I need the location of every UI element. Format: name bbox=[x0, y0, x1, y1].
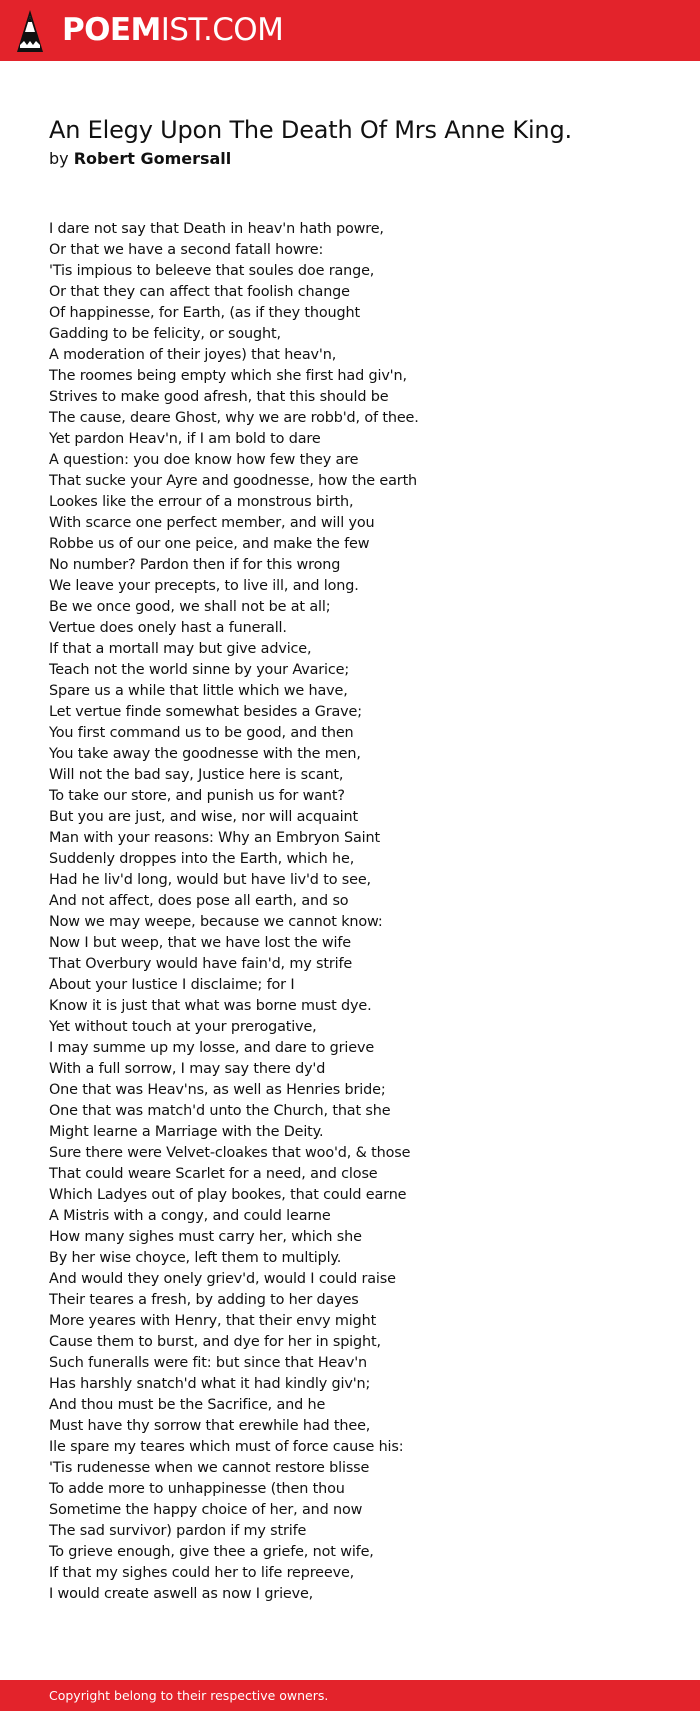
poem-line: If that a mortall may but give advice, bbox=[49, 641, 312, 657]
poem-line: Yet without touch at your prerogative, bbox=[49, 1019, 317, 1035]
poem-line: That sucke your Ayre and goodnesse, how the earth bbox=[49, 473, 418, 489]
poem-line: Sure there were Velvet-cloakes that woo'd, & those bbox=[49, 1145, 411, 1161]
poem-line: That could weare Scarlet for a need, and close bbox=[49, 1166, 378, 1182]
poem-line: Let vertue finde somewhat besides a Grave; bbox=[49, 704, 362, 720]
logo-text-light: IST.COM bbox=[160, 12, 284, 48]
poem-line: We leave your precepts, to live ill, and long. bbox=[49, 578, 359, 594]
poem-line: One that was match'd unto the Church, that she bbox=[49, 1103, 391, 1119]
poem-line: Or that they can affect that foolish change bbox=[49, 284, 350, 300]
poem-line: And thou must be the Sacrifice, and he bbox=[49, 1397, 326, 1413]
poem-line: One that was Heav'ns, as well as Henries bride; bbox=[49, 1082, 386, 1098]
poem-line: You first command us to be good, and then bbox=[49, 725, 354, 741]
poem-line: Know it is just that what was borne must dye. bbox=[49, 998, 372, 1014]
poem-line: Gadding to be felicity, or sought, bbox=[49, 326, 281, 342]
poem-line: The roomes being empty which she first had giv'n, bbox=[49, 368, 407, 384]
poem-line: If that my sighes could her to life repreeve, bbox=[49, 1565, 355, 1581]
site-logo[interactable] bbox=[62, 11, 283, 49]
poem-line: Sometime the happy choice of her, and now bbox=[49, 1502, 363, 1518]
poem-line: Be we once good, we shall not be at all; bbox=[49, 599, 331, 615]
poem-line: Strives to make good afresh, that this should be bbox=[49, 389, 389, 405]
poem-line: More yeares with Henry, that their envy might bbox=[49, 1313, 377, 1329]
poem-line: A moderation of their joyes) that heav'n, bbox=[49, 347, 337, 363]
poem-line: But you are just, and wise, nor will acquaint bbox=[49, 809, 358, 825]
poem-line: A Mistris with a congy, and could learne bbox=[49, 1208, 331, 1224]
poem-line: I may summe up my losse, and dare to grieve bbox=[49, 1040, 375, 1056]
poem-line: Cause them to burst, and dye for her in spight, bbox=[49, 1334, 381, 1350]
poem-line: How many sighes must carry her, which she bbox=[49, 1229, 362, 1245]
poem-line: Must have thy sorrow that erewhile had thee, bbox=[49, 1418, 371, 1434]
poem-line: The sad survivor) pardon if my strife bbox=[49, 1523, 307, 1539]
poem-line: To take our store, and punish us for want? bbox=[49, 788, 345, 804]
poem-line: Of happinesse, for Earth, (as if they thought bbox=[49, 305, 360, 321]
poem-line: With a full sorrow, I may say there dy'd bbox=[49, 1061, 326, 1077]
poem-line: Such funeralls were fit: but since that Heav'n bbox=[49, 1355, 368, 1371]
poem-line: Lookes like the errour of a monstrous birth, bbox=[49, 494, 354, 510]
byline bbox=[49, 148, 231, 170]
by-label: by bbox=[49, 149, 69, 168]
poem-line: Teach not the world sinne by your Avarice; bbox=[49, 662, 350, 678]
poem-line: Vertue does onely hast a funerall. bbox=[49, 620, 287, 636]
poem-line: Suddenly droppes into the Earth, which he, bbox=[49, 851, 355, 867]
poem-line: Man with your reasons: Why an Embryon Saint bbox=[49, 830, 380, 846]
poem-line: Might learne a Marriage with the Deity. bbox=[49, 1124, 324, 1140]
poem-line: I dare not say that Death in heav'n hath powre, bbox=[49, 221, 384, 237]
poem-line: Which Ladyes out of play bookes, that could earne bbox=[49, 1187, 407, 1203]
logo-text-bold: POEM bbox=[62, 12, 161, 48]
poem-line: Or that we have a second fatall howre: bbox=[49, 242, 324, 258]
poem-line: That Overbury would have fain'd, my strife bbox=[49, 956, 353, 972]
poem-line: Ile spare my teares which must of force cause his: bbox=[49, 1439, 404, 1455]
poem-line: And would they onely griev'd, would I could raise bbox=[49, 1271, 396, 1287]
poem-line: 'Tis impious to beleeve that soules doe range, bbox=[49, 263, 375, 279]
poem-line: Spare us a while that little which we have, bbox=[49, 683, 348, 699]
pencil-icon bbox=[16, 10, 44, 52]
poem-line: Their teares a fresh, by adding to her dayes bbox=[49, 1292, 359, 1308]
poem-body bbox=[49, 219, 669, 1605]
poem-line: About your Iustice I disclaime; for I bbox=[49, 977, 295, 993]
poem-line: No number? Pardon then if for this wrong bbox=[49, 557, 341, 573]
poem-line: I would create aswell as now I grieve, bbox=[49, 1586, 314, 1602]
site-header bbox=[0, 0, 700, 61]
poem-line: You take away the goodnesse with the men, bbox=[49, 746, 361, 762]
poem-line: Now we may weepe, because we cannot know: bbox=[49, 914, 383, 930]
poem-line: And not affect, does pose all earth, and so bbox=[49, 893, 349, 909]
poem-line: The cause, deare Ghost, why we are robb'd, of thee. bbox=[49, 410, 419, 426]
poem-title: An Elegy Upon The Death Of Mrs Anne King. bbox=[49, 116, 572, 144]
poem-line: Will not the bad say, Justice here is scant, bbox=[49, 767, 344, 783]
site-footer bbox=[0, 1680, 700, 1711]
poem-line: Had he liv'd long, would but have liv'd to see, bbox=[49, 872, 371, 888]
poem-line: Now I but weep, that we have lost the wife bbox=[49, 935, 351, 951]
author-name[interactable]: Robert Gomersall bbox=[73, 149, 232, 168]
poem-line: Yet pardon Heav'n, if I am bold to dare bbox=[49, 431, 321, 447]
copyright-text: Copyright belong to their respective owners. bbox=[49, 1688, 329, 1703]
poem-line: By her wise choyce, left them to multiply. bbox=[49, 1250, 342, 1266]
poem-line: A question: you doe know how few they are bbox=[49, 452, 359, 468]
poem-line: Robbe us of our one peice, and make the few bbox=[49, 536, 370, 552]
poem-line: With scarce one perfect member, and will you bbox=[49, 515, 375, 531]
poem-line: 'Tis rudenesse when we cannot restore blisse bbox=[49, 1460, 370, 1476]
poem-line: To grieve enough, give thee a griefe, not wife, bbox=[49, 1544, 374, 1560]
poem-line: Has harshly snatch'd what it had kindly giv'n; bbox=[49, 1376, 371, 1392]
poem-line: To adde more to unhappinesse (then thou bbox=[49, 1481, 345, 1497]
